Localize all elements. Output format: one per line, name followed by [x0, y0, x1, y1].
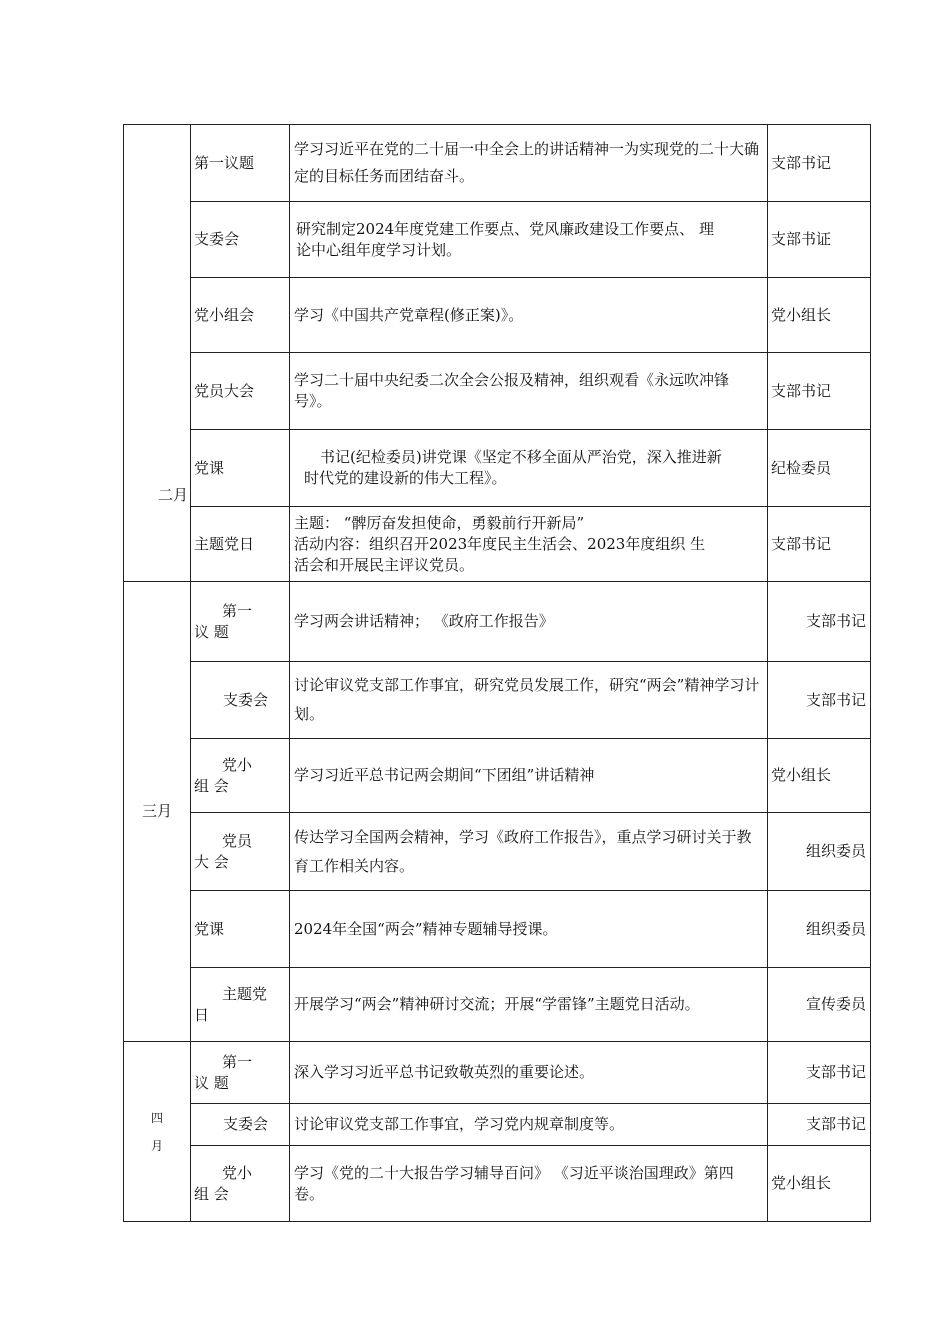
table-row	[124, 662, 871, 739]
table-row	[124, 507, 871, 582]
month-label: 三月	[141, 802, 172, 820]
meeting-content	[290, 507, 768, 582]
meeting-owner: 支部书记	[768, 507, 871, 582]
table-row	[124, 968, 871, 1042]
meeting-owner: 党小组长	[768, 739, 871, 813]
meeting-type: 主题党日	[191, 507, 290, 582]
table-row	[124, 353, 871, 430]
meeting-content: 学习《党的二十大报告学习辅导百问》 《习近平谈治国理政》第四卷。	[290, 1146, 768, 1222]
meeting-type: 支委会	[191, 662, 290, 739]
table-row	[124, 813, 871, 891]
meeting-content: 讨论审议党支部工作事宜，学习党内规章制度等。	[290, 1104, 768, 1146]
month-label-char: 四	[150, 1110, 163, 1125]
meeting-owner: 宣传委员	[768, 968, 871, 1042]
table-row	[124, 891, 871, 968]
meeting-content: 2024年全国“两会”精神专题辅导授课。	[290, 891, 768, 968]
month-label-char: 月	[150, 1138, 163, 1153]
meeting-type: 支委会	[191, 202, 290, 278]
table-row	[124, 1146, 871, 1222]
table-row	[124, 202, 871, 278]
table-row	[124, 430, 871, 507]
table-row	[124, 125, 871, 202]
month-cell-april	[124, 1042, 191, 1222]
meeting-type	[191, 739, 290, 813]
meeting-type	[191, 1042, 290, 1104]
meeting-type: 第一议题	[191, 125, 290, 202]
meeting-type-label: 党小 组 会	[194, 755, 253, 795]
meeting-owner: 支部书记	[768, 662, 871, 739]
month-label: 二月	[157, 486, 188, 504]
meeting-type: 党小组会	[191, 278, 290, 353]
meeting-content: 开展学习“两会”精神研讨交流；开展“学雷锋”主题党日活动。	[290, 968, 768, 1042]
meeting-owner: 党小组长	[768, 278, 871, 353]
meeting-type-label: 党员 大 会	[194, 831, 253, 871]
meeting-content: 学习二十届中央纪委二次全会公报及精神，组织观看《永远吹冲锋号》。	[290, 353, 768, 430]
meeting-content: 学习习近平总书记两会期间“下团组”讲话精神	[290, 739, 768, 813]
table-row	[124, 1042, 871, 1104]
month-cell-march	[124, 582, 191, 1042]
meeting-owner: 支部书记	[768, 125, 871, 202]
meeting-owner: 组织委员	[768, 891, 871, 968]
table-row	[124, 1104, 871, 1146]
meeting-type: 党员大会	[191, 353, 290, 430]
meeting-owner: 纪检委员	[768, 430, 871, 507]
meeting-content: 学习两会讲话精神； 《政府工作报告》	[290, 582, 768, 662]
meeting-owner: 支部书记	[768, 582, 871, 662]
meeting-owner: 支部书记	[768, 353, 871, 430]
meeting-type	[191, 968, 290, 1042]
meeting-content: 学习习近平在党的二十届一中全会上的讲话精神一为实现党的二十大确定的目标任务而团结奋斗。	[290, 125, 768, 202]
meeting-owner: 支部书记	[768, 1104, 871, 1146]
meeting-type-label: 第一 议 题	[194, 1052, 253, 1092]
meeting-content: 传达学习全国两会精神，学习《政府工作报告》，重点学习研讨关于教育工作相关内容。	[290, 813, 768, 891]
meeting-type: 党课	[191, 891, 290, 968]
meeting-content: 学习《中国共产党章程(修正案)》。	[290, 278, 768, 353]
meeting-type: 支委会	[191, 1104, 290, 1146]
meeting-type-label: 党小 组 会	[194, 1163, 253, 1203]
table-row	[124, 739, 871, 813]
month-cell-february	[124, 125, 191, 582]
meeting-type-label: 第一 议 题	[194, 601, 253, 641]
meeting-type	[191, 1146, 290, 1222]
meeting-type	[191, 813, 290, 891]
meeting-owner: 党小组长	[768, 1146, 871, 1222]
meeting-owner: 组织委员	[768, 813, 871, 891]
table-row	[124, 278, 871, 353]
meeting-content: 研究制定2024年度党建工作要点、党风廉政建设工作要点、 理论中心组年度学习计划。	[290, 202, 768, 278]
theme-line: 主题： “髀厉奋发担使命，勇毅前行开新局”	[294, 513, 585, 532]
meeting-owner: 支部书记	[768, 1042, 871, 1104]
meeting-type: 党课	[191, 430, 290, 507]
activity-line: 活动内容：组织召开2023年度民主生活会、2023年度组织 生活会和开展民主评议党员。	[294, 534, 706, 574]
meeting-content: 书记(纪检委员)讲党课《坚定不移全面从严治党，深入推进新时代党的建设新的伟大工程》。	[290, 430, 768, 507]
meeting-type-label: 主题党 日	[194, 984, 268, 1024]
meeting-owner: 支部书证	[768, 202, 871, 278]
meeting-content: 讨论审议党支部工作事宜，研究党员发展工作，研究“两会”精神学习计划。	[290, 662, 768, 739]
work-plan-table	[123, 124, 871, 1222]
table-row	[124, 582, 871, 662]
meeting-content: 深入学习习近平总书记致敬英烈的重要论述。	[290, 1042, 768, 1104]
meeting-type	[191, 582, 290, 662]
